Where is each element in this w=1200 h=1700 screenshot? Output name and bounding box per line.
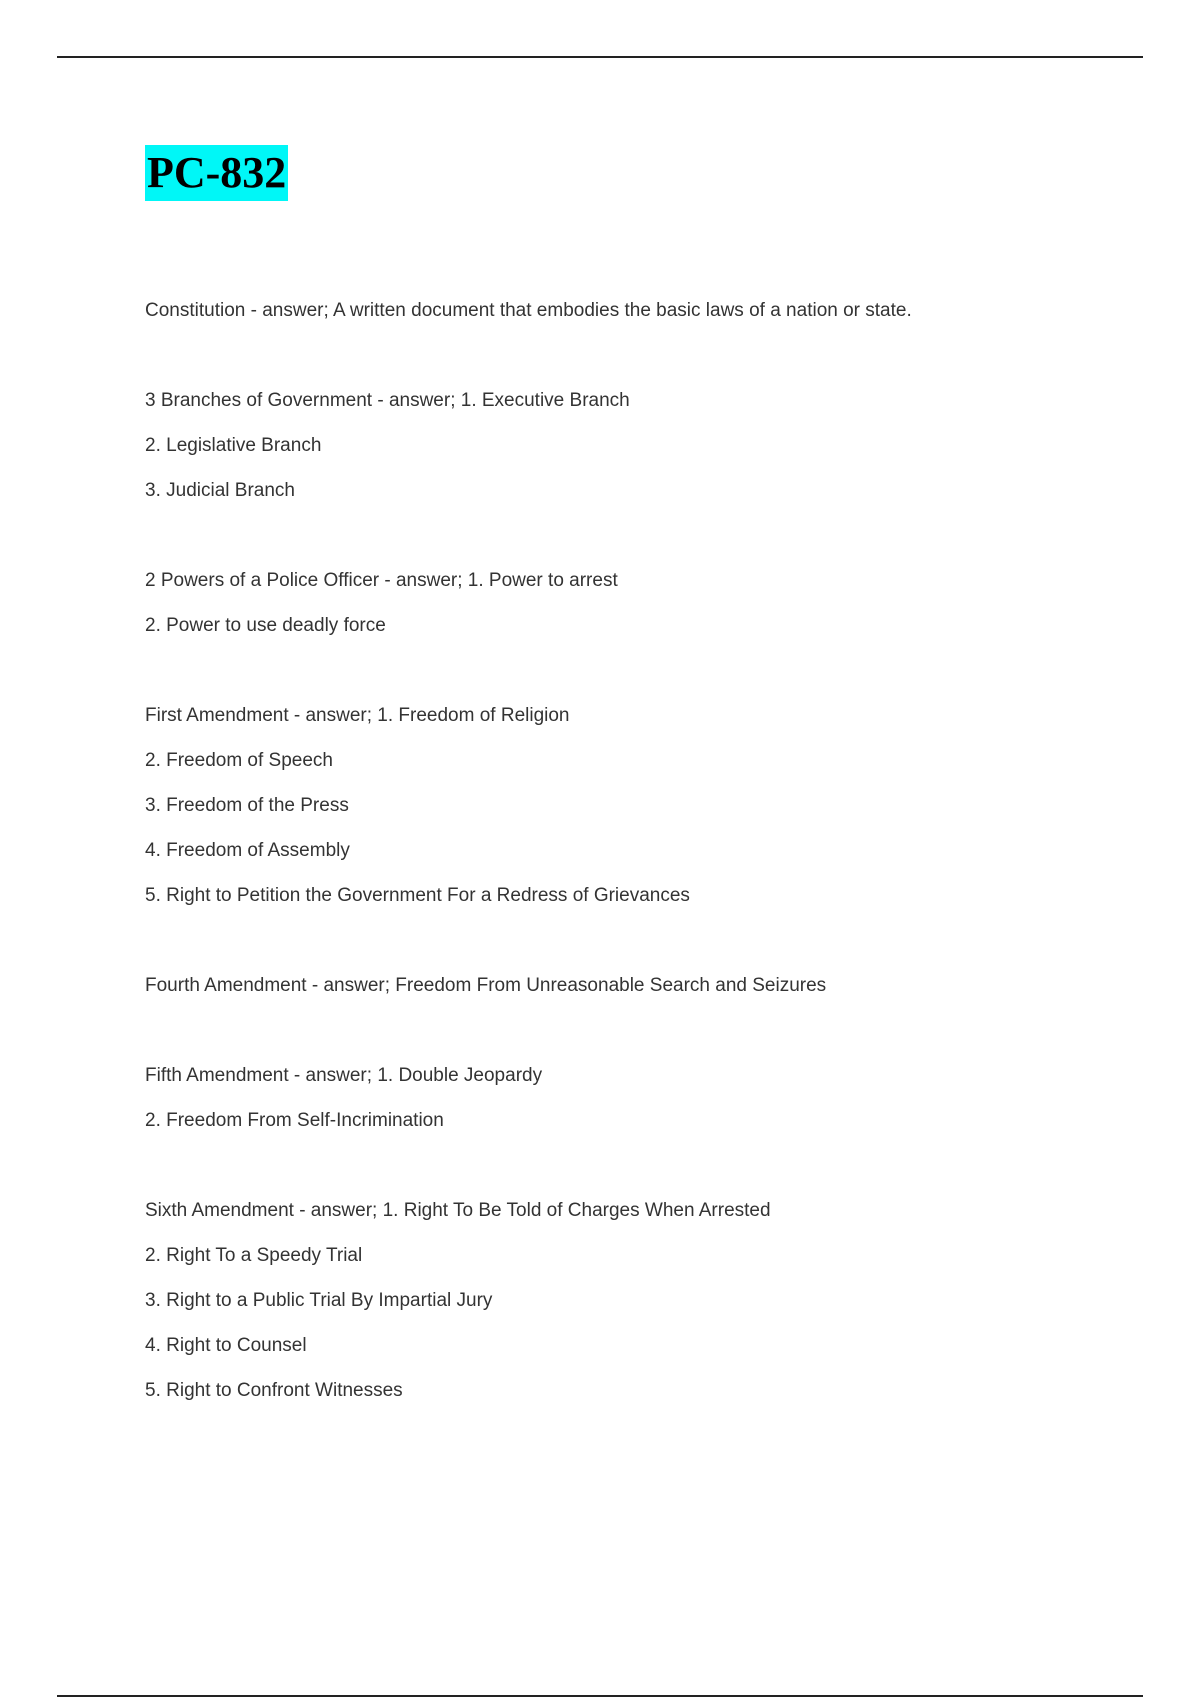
- card-constitution: [145, 288, 1145, 333]
- card-line: 2. Power to use deadly force: [145, 615, 386, 636]
- footer-divider: [57, 1695, 1143, 1697]
- card-line: Fifth Amendment - answer; 1. Double Jeopardy: [145, 1065, 543, 1086]
- card-line: 4. Freedom of Assembly: [145, 840, 350, 861]
- page-title: PC-832: [145, 145, 288, 201]
- card-fourth-amendment: [145, 963, 1145, 1008]
- card-line: 2. Right To a Speedy Trial: [145, 1245, 363, 1266]
- card-line: Fourth Amendment - answer; Freedom From Unreasonable Search and Seizures: [145, 975, 827, 996]
- card-line: 2 Powers of a Police Officer - answer; 1. Power to arrest: [145, 570, 618, 591]
- card-branches-of-government: [145, 378, 1145, 513]
- card-line: 5. Right to Confront Witnesses: [145, 1380, 403, 1401]
- card-fifth-amendment: [145, 1053, 1145, 1143]
- card-line: 2. Legislative Branch: [145, 435, 322, 456]
- flashcard-list: [145, 288, 1145, 1458]
- card-first-amendment: [145, 693, 1145, 918]
- card-line: 3. Freedom of the Press: [145, 795, 349, 816]
- card-line: 3. Judicial Branch: [145, 480, 295, 501]
- card-line: 2. Freedom of Speech: [145, 750, 333, 771]
- card-line: 4. Right to Counsel: [145, 1335, 307, 1356]
- card-line: Sixth Amendment - answer; 1. Right To Be Told of Charges When Arrested: [145, 1200, 771, 1221]
- card-line: First Amendment - answer; 1. Freedom of Religion: [145, 705, 570, 726]
- card-police-powers: [145, 558, 1145, 648]
- card-line: Constitution - answer; A written document that embodies the basic laws of a nation or state.: [145, 300, 912, 321]
- card-line: 5. Right to Petition the Government For a Redress of Grievances: [145, 885, 690, 906]
- header-divider: [57, 56, 1143, 58]
- card-line: 3 Branches of Government - answer; 1. Executive Branch: [145, 390, 630, 411]
- card-line: 2. Freedom From Self-Incrimination: [145, 1110, 444, 1131]
- card-line: 3. Right to a Public Trial By Impartial Jury: [145, 1290, 493, 1311]
- card-sixth-amendment: [145, 1188, 1145, 1413]
